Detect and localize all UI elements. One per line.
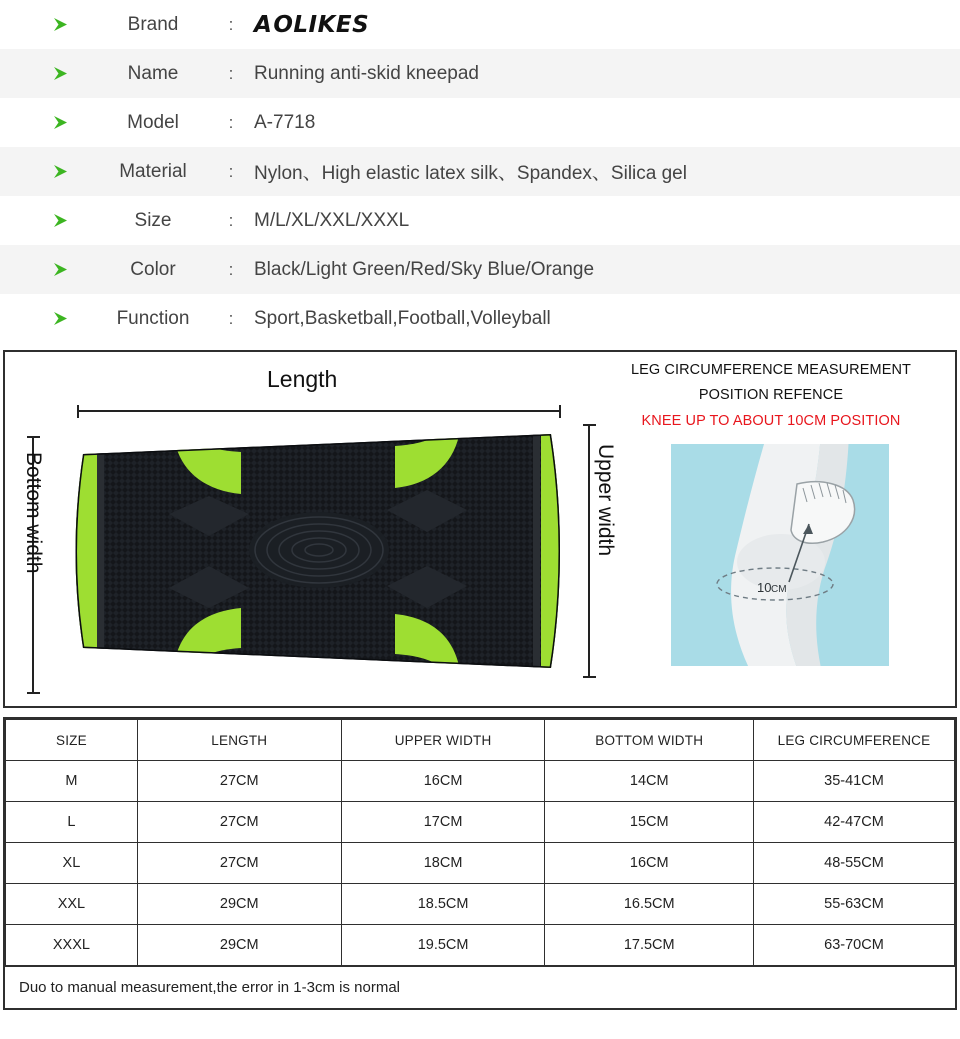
chevron-right-arrow-icon	[52, 16, 70, 34]
cell-bottom-width: 14CM	[545, 761, 753, 802]
kneepad-product-image	[65, 424, 573, 678]
column-header: LEG CIRCUMFERENCE	[753, 720, 954, 761]
spec-colon: :	[228, 14, 234, 34]
spec-colon: :	[228, 63, 234, 83]
chevron-right-arrow-icon	[52, 163, 70, 181]
spec-colon: :	[228, 259, 234, 279]
info-line-2: POSITION REFENCE	[698, 387, 844, 403]
spec-label: Model	[127, 111, 179, 133]
column-header: UPPER WIDTH	[341, 720, 545, 761]
cell-upper-width: 16CM	[341, 761, 545, 802]
cell-length: 27CM	[137, 843, 341, 884]
cell-size: L	[6, 802, 138, 843]
cell-length: 29CM	[137, 884, 341, 925]
info-line-3-highlight: KNEE UP TO ABOUT 10CM POSITION	[641, 413, 901, 429]
cell-size: XXXL	[6, 925, 138, 966]
spec-value: M/L/XL/XXL/XXXL	[254, 209, 410, 231]
table-row	[6, 843, 955, 884]
spec-colon: :	[228, 308, 234, 328]
length-dimension-label: Length	[267, 366, 338, 392]
cell-bottom-width: 17.5CM	[545, 925, 753, 966]
cell-upper-width: 18CM	[341, 843, 545, 884]
size-chart-table	[3, 717, 957, 1010]
spec-row-name	[0, 49, 960, 98]
cell-leg-circumference: 42-47CM	[753, 802, 954, 843]
cell-bottom-width: 16CM	[545, 843, 753, 884]
table-row	[6, 925, 955, 966]
measurement-note: Duo to manual measurement,the error in 1-3cm is normal	[5, 966, 955, 1008]
upper-width-dimension-label: Upper width	[594, 444, 617, 557]
brand-logo-mark: A	[254, 11, 273, 38]
spec-row-material	[0, 147, 960, 196]
cell-bottom-width: 16.5CM	[545, 884, 753, 925]
spec-row-brand	[0, 0, 960, 49]
chevron-right-arrow-icon	[52, 65, 70, 83]
cell-length: 27CM	[137, 802, 341, 843]
cell-size: XXL	[6, 884, 138, 925]
spec-value: Nylon、High elastic latex silk、Spandex、Silica gel	[254, 163, 687, 184]
spec-label: Material	[119, 160, 187, 182]
svg-text:CM: CM	[771, 584, 787, 595]
leg-circumference-info	[591, 358, 951, 435]
cell-length: 29CM	[137, 925, 341, 966]
specification-list	[0, 0, 960, 343]
spec-value: Black/Light Green/Red/Sky Blue/Orange	[254, 258, 595, 280]
table-header-row	[6, 720, 955, 761]
column-header: SIZE	[6, 720, 138, 761]
spec-row-color	[0, 245, 960, 294]
cell-leg-circumference: 63-70CM	[753, 925, 954, 966]
table-row	[6, 802, 955, 843]
chevron-right-arrow-icon	[52, 212, 70, 230]
bottom-width-dimension-label: Bottom width	[22, 452, 45, 574]
spec-colon: :	[228, 112, 234, 132]
spec-label: Name	[127, 62, 179, 84]
brand-logo-text: OLIKES	[273, 11, 370, 38]
spec-colon: :	[228, 210, 234, 230]
spec-row-function	[0, 294, 960, 343]
brand-logo	[254, 12, 369, 38]
knee-measurement-photo	[671, 444, 889, 666]
column-header: BOTTOM WIDTH	[545, 720, 753, 761]
photo-caption: 10	[757, 580, 772, 595]
spec-label: Brand	[127, 13, 179, 35]
chevron-right-arrow-icon	[52, 114, 70, 132]
cell-bottom-width: 15CM	[545, 802, 753, 843]
spec-label: Function	[116, 307, 190, 329]
table-row	[6, 884, 955, 925]
table-row	[6, 761, 955, 802]
spec-value: Running anti-skid kneepad	[254, 62, 479, 84]
cell-leg-circumference: 48-55CM	[753, 843, 954, 884]
chevron-right-arrow-icon	[52, 310, 70, 328]
cell-leg-circumference: 55-63CM	[753, 884, 954, 925]
cell-size: XL	[6, 843, 138, 884]
spec-row-size	[0, 196, 960, 245]
cell-upper-width: 17CM	[341, 802, 545, 843]
spec-value: A-7718	[254, 111, 316, 133]
spec-row-model	[0, 98, 960, 147]
length-measure-line	[77, 405, 561, 417]
cell-leg-circumference: 35-41CM	[753, 761, 954, 802]
spec-label: Color	[130, 258, 176, 280]
spec-colon: :	[228, 161, 234, 181]
cell-size: M	[6, 761, 138, 802]
spec-label: Size	[134, 209, 172, 231]
cell-length: 27CM	[137, 761, 341, 802]
cell-upper-width: 18.5CM	[341, 884, 545, 925]
column-header: LENGTH	[137, 720, 341, 761]
spec-value: Sport,Basketball,Football,Volleyball	[254, 307, 551, 329]
chevron-right-arrow-icon	[52, 261, 70, 279]
info-line-1: LEG CIRCUMFERENCE MEASUREMENT	[630, 362, 912, 378]
measurement-diagram-panel	[3, 350, 957, 708]
cell-upper-width: 19.5CM	[341, 925, 545, 966]
